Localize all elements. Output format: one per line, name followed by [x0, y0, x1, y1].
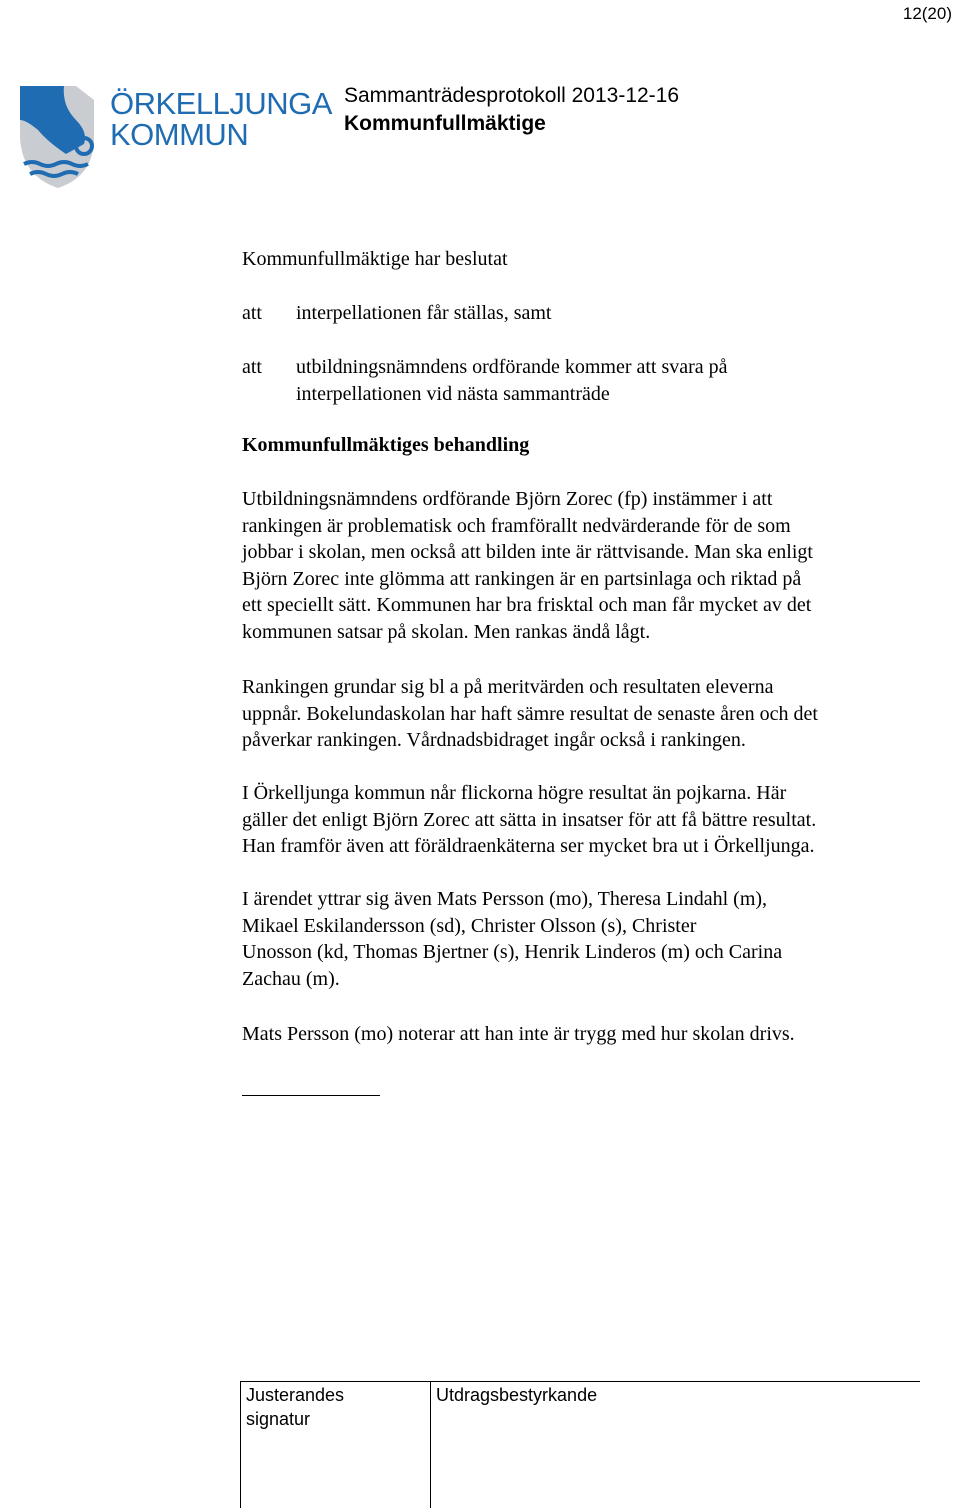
document-subtitle: Kommunfullmäktige [344, 112, 546, 135]
footer-signature-label: Justerandes signatur [246, 1385, 345, 1429]
paragraph: Rankingen grundar sig bl a på meritvärden och resultaten eleverna uppnår. Bokelundaskolan har haft sämre resultat de senaste åren och det påverkar rankingen. Vårdnadsbidraget ingår också i rankingen. [242, 676, 818, 751]
logo-text-line1: ÖRKELLJUNGA [110, 86, 332, 121]
footer-divider [240, 1381, 241, 1508]
decision-heading: Kommunfullmäktige har beslutat [242, 248, 508, 270]
logo-text-line2: KOMMUN [110, 117, 249, 152]
footer-rule [240, 1381, 920, 1382]
footer-extract-label: Utdragsbestyrkande [436, 1385, 598, 1405]
decision-item: interpellationen får ställas, samt [296, 302, 552, 324]
section-heading: Kommunfullmäktiges behandling [242, 434, 530, 456]
separator-line [242, 1095, 380, 1096]
footer-divider [430, 1381, 431, 1508]
document-title: Sammanträdesprotokoll 2013-12-16 [344, 84, 680, 107]
decision-label: att [242, 302, 262, 324]
paragraph: Utbildningsnämndens ordförande Björn Zorec (fp) instämmer i att rankingen är problematisk och framförallt nedvärderande för de som jobbar i skolan, men också att bilden inte är rättvisande. Man ska enligt Björn Zorec inte glömma att rankingen är en partsinlaga och riktad på ett speciellt sätt. Kommunen har bra frisktal och man får mycket av det kommunen satsar på skolan. Men rankas ändå lågt. [242, 488, 813, 643]
municipality-logo [18, 80, 98, 190]
decision-label: att [242, 356, 262, 378]
page-number: 12(20) [902, 4, 952, 23]
paragraph: I ärendet yttrar sig även Mats Persson (mo), Theresa Lindahl (m), Mikael Eskilandersson (sd), Christer Olsson (s), Christer Unosson (kd, Thomas Bjertner (s), Henrik Linderos (m) och Carina Zachau (m). [242, 888, 783, 990]
decision-item: utbildningsnämndens ordförande kommer att svara på interpellationen vid nästa sammanträde [296, 356, 728, 405]
paragraph: I Örkelljunga kommun når flickorna högre resultat än pojkarna. Här gäller det enligt Björn Zorec att sätta in insatser för att få bättre resultat. Han framför även att föräldraenkäterna ser mycket bra ut i Örkelljunga. [242, 782, 817, 857]
paragraph: Mats Persson (mo) noterar att han inte är trygg med hur skolan drivs. [242, 1023, 795, 1045]
